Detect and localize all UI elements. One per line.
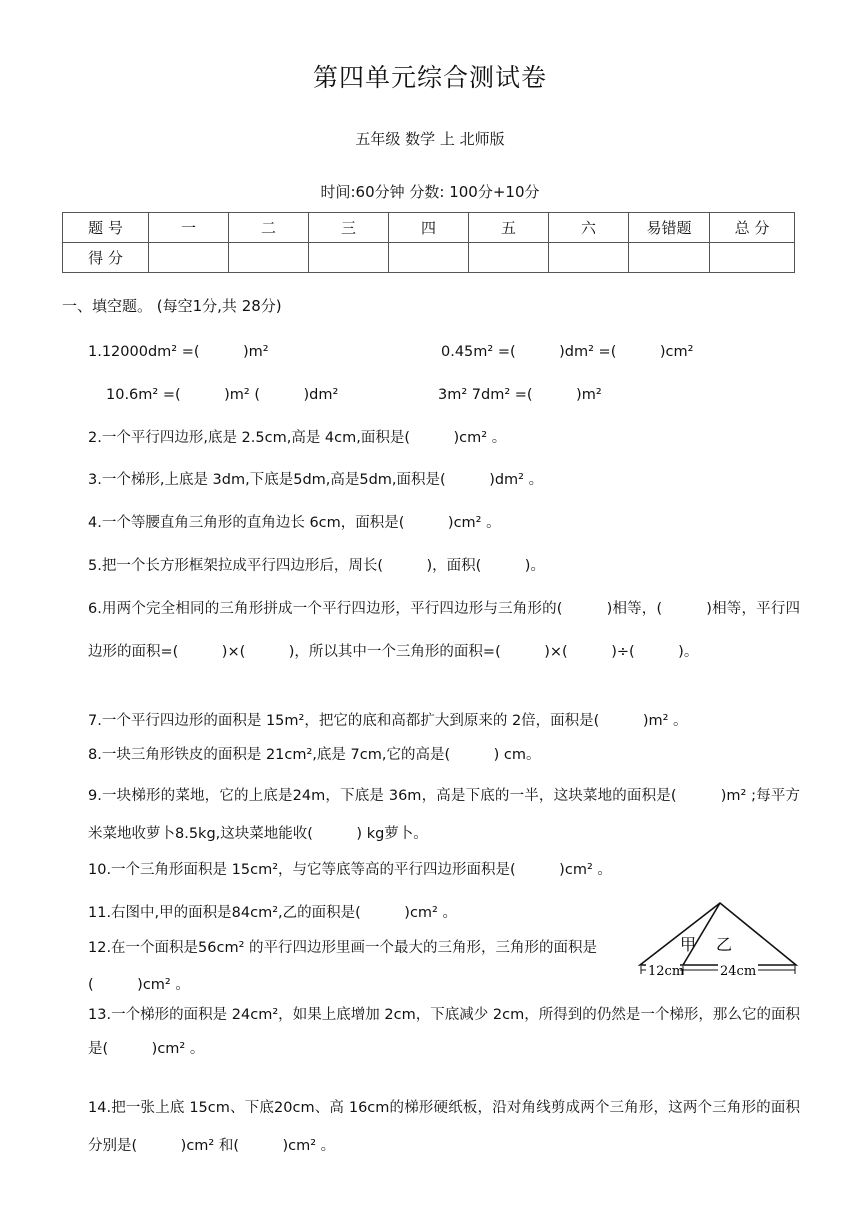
question-13: 13.一个梯形的面积是 24cm²，如果上底增加 2cm，下底减少 2cm，所得到的仍然是一个梯形，那么它的面积是( )cm² 。: [88, 1007, 800, 1057]
dimension-right-label: 24cm: [720, 964, 757, 979]
table-cell: 五: [469, 213, 549, 243]
question-5: 5.把一个长方形框架拉成平行四边形后，周长( )，面积( )。: [88, 558, 545, 574]
table-cell: 易错题: [629, 213, 710, 243]
question-3: 3.一个梯形,上底是 3dm,下底是5dm,高是5dm,面积是( )dm² 。: [88, 472, 544, 488]
score-table-header-row: [63, 213, 795, 243]
table-cell: 四: [389, 213, 469, 243]
score-cell[interactable]: [389, 243, 469, 273]
question-11: 11.右图中,甲的面积是84cm²,乙的面积是( )cm² 。: [88, 905, 457, 921]
page-title: 第四单元综合测试卷: [312, 63, 547, 92]
score-cell[interactable]: [309, 243, 389, 273]
table-cell: 三: [309, 213, 389, 243]
table-cell: 一: [149, 213, 229, 243]
question-6: 6.用两个完全相同的三角形拼成一个平行四边形，平行四边形与三角形的( )相等，( )相等，平行四边形的面积=( )×( )，所以其中一个三角形的面积=( )×( )÷( )。: [88, 601, 800, 660]
score-cell[interactable]: [549, 243, 629, 273]
question-8: 8.一块三角形铁皮的面积是 21cm²,底是 7cm,它的高是( ) cm。: [88, 747, 541, 763]
table-cell: 二: [229, 213, 309, 243]
label-yi: 乙: [716, 935, 733, 954]
score-cell[interactable]: [629, 243, 710, 273]
score-cell[interactable]: [710, 243, 795, 273]
question-1c: 10.6m² =( )m² ( )dm²: [106, 387, 339, 403]
question-12: 12.在一个面积是56cm² 的平行四边形里画一个最大的三角形，三角形的面积是( )cm² 。: [88, 940, 598, 993]
table-cell: 得 分: [63, 243, 149, 273]
score-cell[interactable]: [229, 243, 309, 273]
question-7: 7.一个平行四边形的面积是 15m²，把它的底和高都扩大到原来的 2倍，面积是( )m² 。: [88, 713, 688, 729]
section-heading: 一、填空题。 (每空1分,共 28分): [62, 297, 282, 315]
question-10: 10.一个三角形面积是 15cm²，与它等底等高的平行四边形面积是( )cm² 。: [88, 862, 612, 878]
triangle-outline: [640, 903, 796, 965]
page-subtitle: 五年级 数学 上 北师版: [355, 130, 505, 148]
question-14: 14.把一张上底 15cm、下底20cm、高 16cm的梯形硬纸板，沿对角线剪成两个三角形，这两个三角形的面积分别是( )cm² 和( )cm² 。: [88, 1100, 800, 1154]
triangle-divider-line: [683, 903, 720, 965]
question-9: 9.一块梯形的菜地，它的上底是24m，下底是 36m，高是下底的一半，这块菜地的面积是( )m² ;每平方米菜地收萝卜8.5kg,这块菜地能收( ) kg萝卜。: [88, 788, 800, 842]
triangle-figure: [636, 898, 806, 982]
dimension-left-label: 12cm: [648, 964, 685, 979]
score-table: [62, 212, 795, 273]
question-1d: 3m² 7dm² =( )m²: [438, 387, 602, 403]
score-table-score-row: [63, 243, 795, 273]
question-1b: 0.45m² =( )dm² =( )cm²: [441, 344, 694, 360]
table-cell: 六: [549, 213, 629, 243]
table-cell: 总 分: [710, 213, 795, 243]
score-cell[interactable]: [149, 243, 229, 273]
label-jia: 甲: [680, 935, 697, 954]
table-cell: 题 号: [63, 213, 149, 243]
question-4: 4.一个等腰直角三角形的直角边长 6cm，面积是( )cm² 。: [88, 515, 501, 531]
time-score-line: 时间:60分钟 分数: 100分+10分: [320, 183, 540, 201]
score-cell[interactable]: [469, 243, 549, 273]
question-2: 2.一个平行四边形,底是 2.5cm,高是 4cm,面积是( )cm² 。: [88, 430, 507, 446]
question-1a: 1.12000dm² =( )m²: [88, 344, 269, 360]
